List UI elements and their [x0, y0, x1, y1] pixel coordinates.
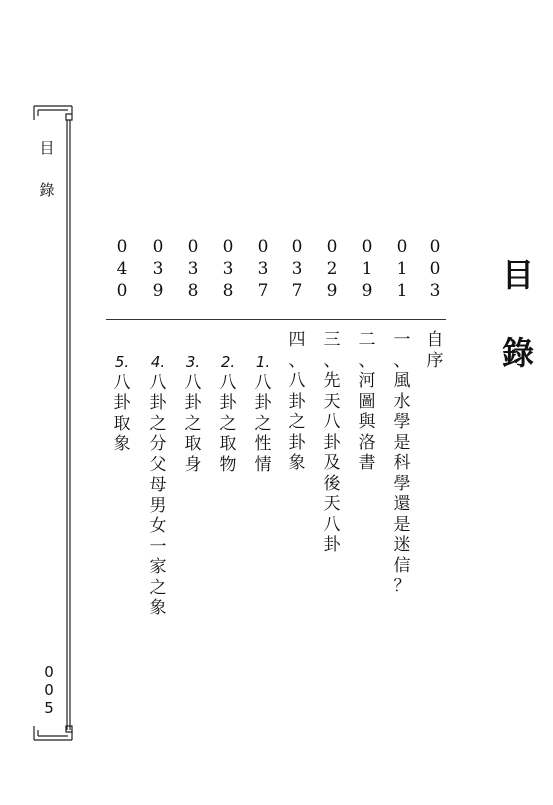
page-number-digit: 1 [361, 259, 373, 279]
toc-page-number [287, 236, 307, 302]
page-number-digit: 7 [257, 281, 269, 301]
entry-char: 物 [219, 454, 237, 475]
entry-marker: 5. [114, 353, 130, 371]
page-number-digit: 9 [361, 281, 373, 301]
page-number-digit: 0 [116, 237, 128, 257]
page-number-digit: 1 [396, 259, 408, 279]
entry-char: 一 [393, 330, 411, 350]
entry-char: 是 [393, 432, 411, 453]
toc-page-number [392, 236, 412, 302]
page-number-digit: 0 [429, 237, 441, 257]
entry-char: 卦 [323, 535, 341, 555]
entry-char: 八 [323, 514, 341, 535]
entry-char: 、 [323, 350, 341, 371]
toc-page-number [148, 236, 168, 302]
entry-char: ？ [393, 576, 411, 596]
entry-char: 一 [149, 536, 167, 557]
toc-page-number [218, 236, 238, 302]
entry-char: 取 [184, 434, 202, 454]
entry-char: 八 [149, 372, 167, 393]
entry-char: 八 [323, 412, 341, 432]
page-number-digit: 0 [257, 237, 269, 257]
entry-char: 還 [393, 494, 411, 514]
title-char: 目 [501, 256, 534, 294]
page-number-digit: 3 [222, 259, 234, 279]
entry-char: 水 [393, 391, 411, 412]
toc-entry[interactable] [253, 352, 273, 475]
toc-entry[interactable] [112, 352, 132, 455]
entry-char: 卦 [184, 393, 202, 413]
divider-line [106, 319, 446, 320]
page-number-digit: 7 [291, 281, 303, 301]
page-number-digit: 9 [326, 281, 338, 301]
entry-char: 二 [358, 330, 376, 350]
entry-char: 先 [323, 371, 341, 391]
entry-char: 信 [393, 555, 411, 576]
entry-char: 象 [288, 453, 306, 473]
entry-char: 卦 [219, 393, 237, 413]
side-title-char: 目 [39, 139, 55, 157]
page-number-digit: 0 [429, 259, 441, 279]
entry-char: 及 [323, 453, 341, 473]
entry-char: 河 [358, 371, 376, 391]
entry-char: 卦 [323, 432, 341, 453]
entry-char: 四 [288, 330, 306, 350]
entry-char: 天 [323, 494, 341, 514]
toc-entry[interactable] [287, 330, 307, 474]
toc-entry[interactable] [148, 352, 168, 619]
page-number-digit: 3 [152, 259, 164, 279]
entry-char: 、 [288, 350, 306, 371]
page-number-digit: 1 [396, 281, 408, 301]
entry-char: 之 [149, 577, 167, 598]
entry-char: 卦 [288, 432, 306, 453]
entry-char: 三 [323, 330, 341, 350]
page-number-digit: 3 [187, 259, 199, 279]
toc-page-number [357, 236, 377, 302]
entry-char: 父 [149, 454, 167, 475]
page-number [38, 663, 60, 717]
page-number-digit: 0 [44, 663, 54, 681]
entry-char: 之 [254, 413, 272, 434]
entry-char: 、 [393, 350, 411, 371]
entry-char: 之 [288, 412, 306, 432]
toc-page-number [253, 236, 273, 302]
entry-char: 女 [149, 516, 167, 536]
page-number-digit: 3 [257, 259, 269, 279]
entry-char: 男 [149, 495, 167, 516]
entry-char: 圖 [358, 391, 376, 412]
page-title [488, 236, 548, 392]
page-number-digit: 8 [187, 281, 199, 301]
page-number-digit: 5 [44, 699, 54, 717]
page-number-digit: 0 [116, 281, 128, 301]
entry-char: 卦 [254, 393, 272, 413]
page-number-digit: 0 [187, 237, 199, 257]
entry-char: 書 [358, 453, 376, 473]
toc-page-number [425, 236, 445, 302]
page-number-digit: 0 [152, 237, 164, 257]
toc-entry[interactable] [357, 330, 377, 474]
entry-char: 取 [113, 413, 131, 434]
title-char: 錄 [501, 334, 534, 372]
entry-char: 迷 [393, 535, 411, 555]
page-number-digit: 4 [116, 259, 128, 279]
page-number-digit: 0 [291, 237, 303, 257]
entry-char: 卦 [113, 393, 131, 413]
entry-char: 序 [426, 350, 444, 371]
entry-char: 與 [358, 412, 376, 432]
entry-char: 八 [113, 372, 131, 393]
entry-char: 之 [184, 413, 202, 434]
entry-char: 自 [426, 330, 444, 350]
page-number-digit: 3 [429, 281, 441, 301]
entry-char: 母 [149, 475, 167, 495]
entry-char: 學 [393, 412, 411, 432]
entry-marker: 3. [185, 353, 201, 371]
entry-char: 天 [323, 391, 341, 412]
toc-entry[interactable] [392, 330, 412, 597]
page-number-digit: 8 [222, 281, 234, 301]
entry-char: 卦 [149, 393, 167, 413]
entry-char: 八 [184, 372, 202, 393]
entry-char: 是 [393, 514, 411, 535]
page-number-digit: 3 [291, 259, 303, 279]
toc-entry[interactable] [218, 352, 238, 475]
entry-char: 象 [113, 434, 131, 454]
side-title-char: 錄 [39, 181, 55, 199]
page-number-digit: 0 [44, 681, 54, 699]
page-number-digit: 0 [326, 237, 338, 257]
entry-char: 取 [219, 434, 237, 454]
toc-entry[interactable] [322, 330, 342, 556]
entry-char: 風 [393, 371, 411, 391]
entry-char: 分 [149, 434, 167, 454]
entry-char: 洛 [358, 432, 376, 453]
entry-marker: 1. [255, 353, 271, 371]
entry-char: 後 [323, 473, 341, 494]
entry-char: 身 [184, 454, 202, 475]
entry-char: 、 [358, 350, 376, 371]
page-number-digit: 0 [361, 237, 373, 257]
toc-page-number [183, 236, 203, 302]
page-number-digit: 2 [326, 259, 338, 279]
entry-char: 性 [254, 434, 272, 454]
toc-page-number [322, 236, 342, 302]
entry-char: 八 [254, 372, 272, 393]
entry-char: 八 [219, 372, 237, 393]
entry-char: 學 [393, 473, 411, 494]
entry-char: 象 [149, 598, 167, 618]
page-number-digit: 0 [222, 237, 234, 257]
toc-entry[interactable] [183, 352, 203, 475]
toc-page-number [112, 236, 132, 302]
entry-char: 家 [149, 557, 167, 577]
entry-char: 卦 [288, 391, 306, 412]
side-title [36, 127, 58, 211]
entry-marker: 4. [150, 353, 166, 371]
entry-char: 八 [288, 371, 306, 391]
entry-char: 科 [393, 453, 411, 473]
entry-char: 情 [254, 454, 272, 475]
toc-entry[interactable] [425, 330, 445, 371]
entry-marker: 2. [220, 353, 236, 371]
page-number-digit: 0 [396, 237, 408, 257]
entry-char: 之 [149, 413, 167, 434]
entry-char: 之 [219, 413, 237, 434]
page-number-digit: 9 [152, 281, 164, 301]
